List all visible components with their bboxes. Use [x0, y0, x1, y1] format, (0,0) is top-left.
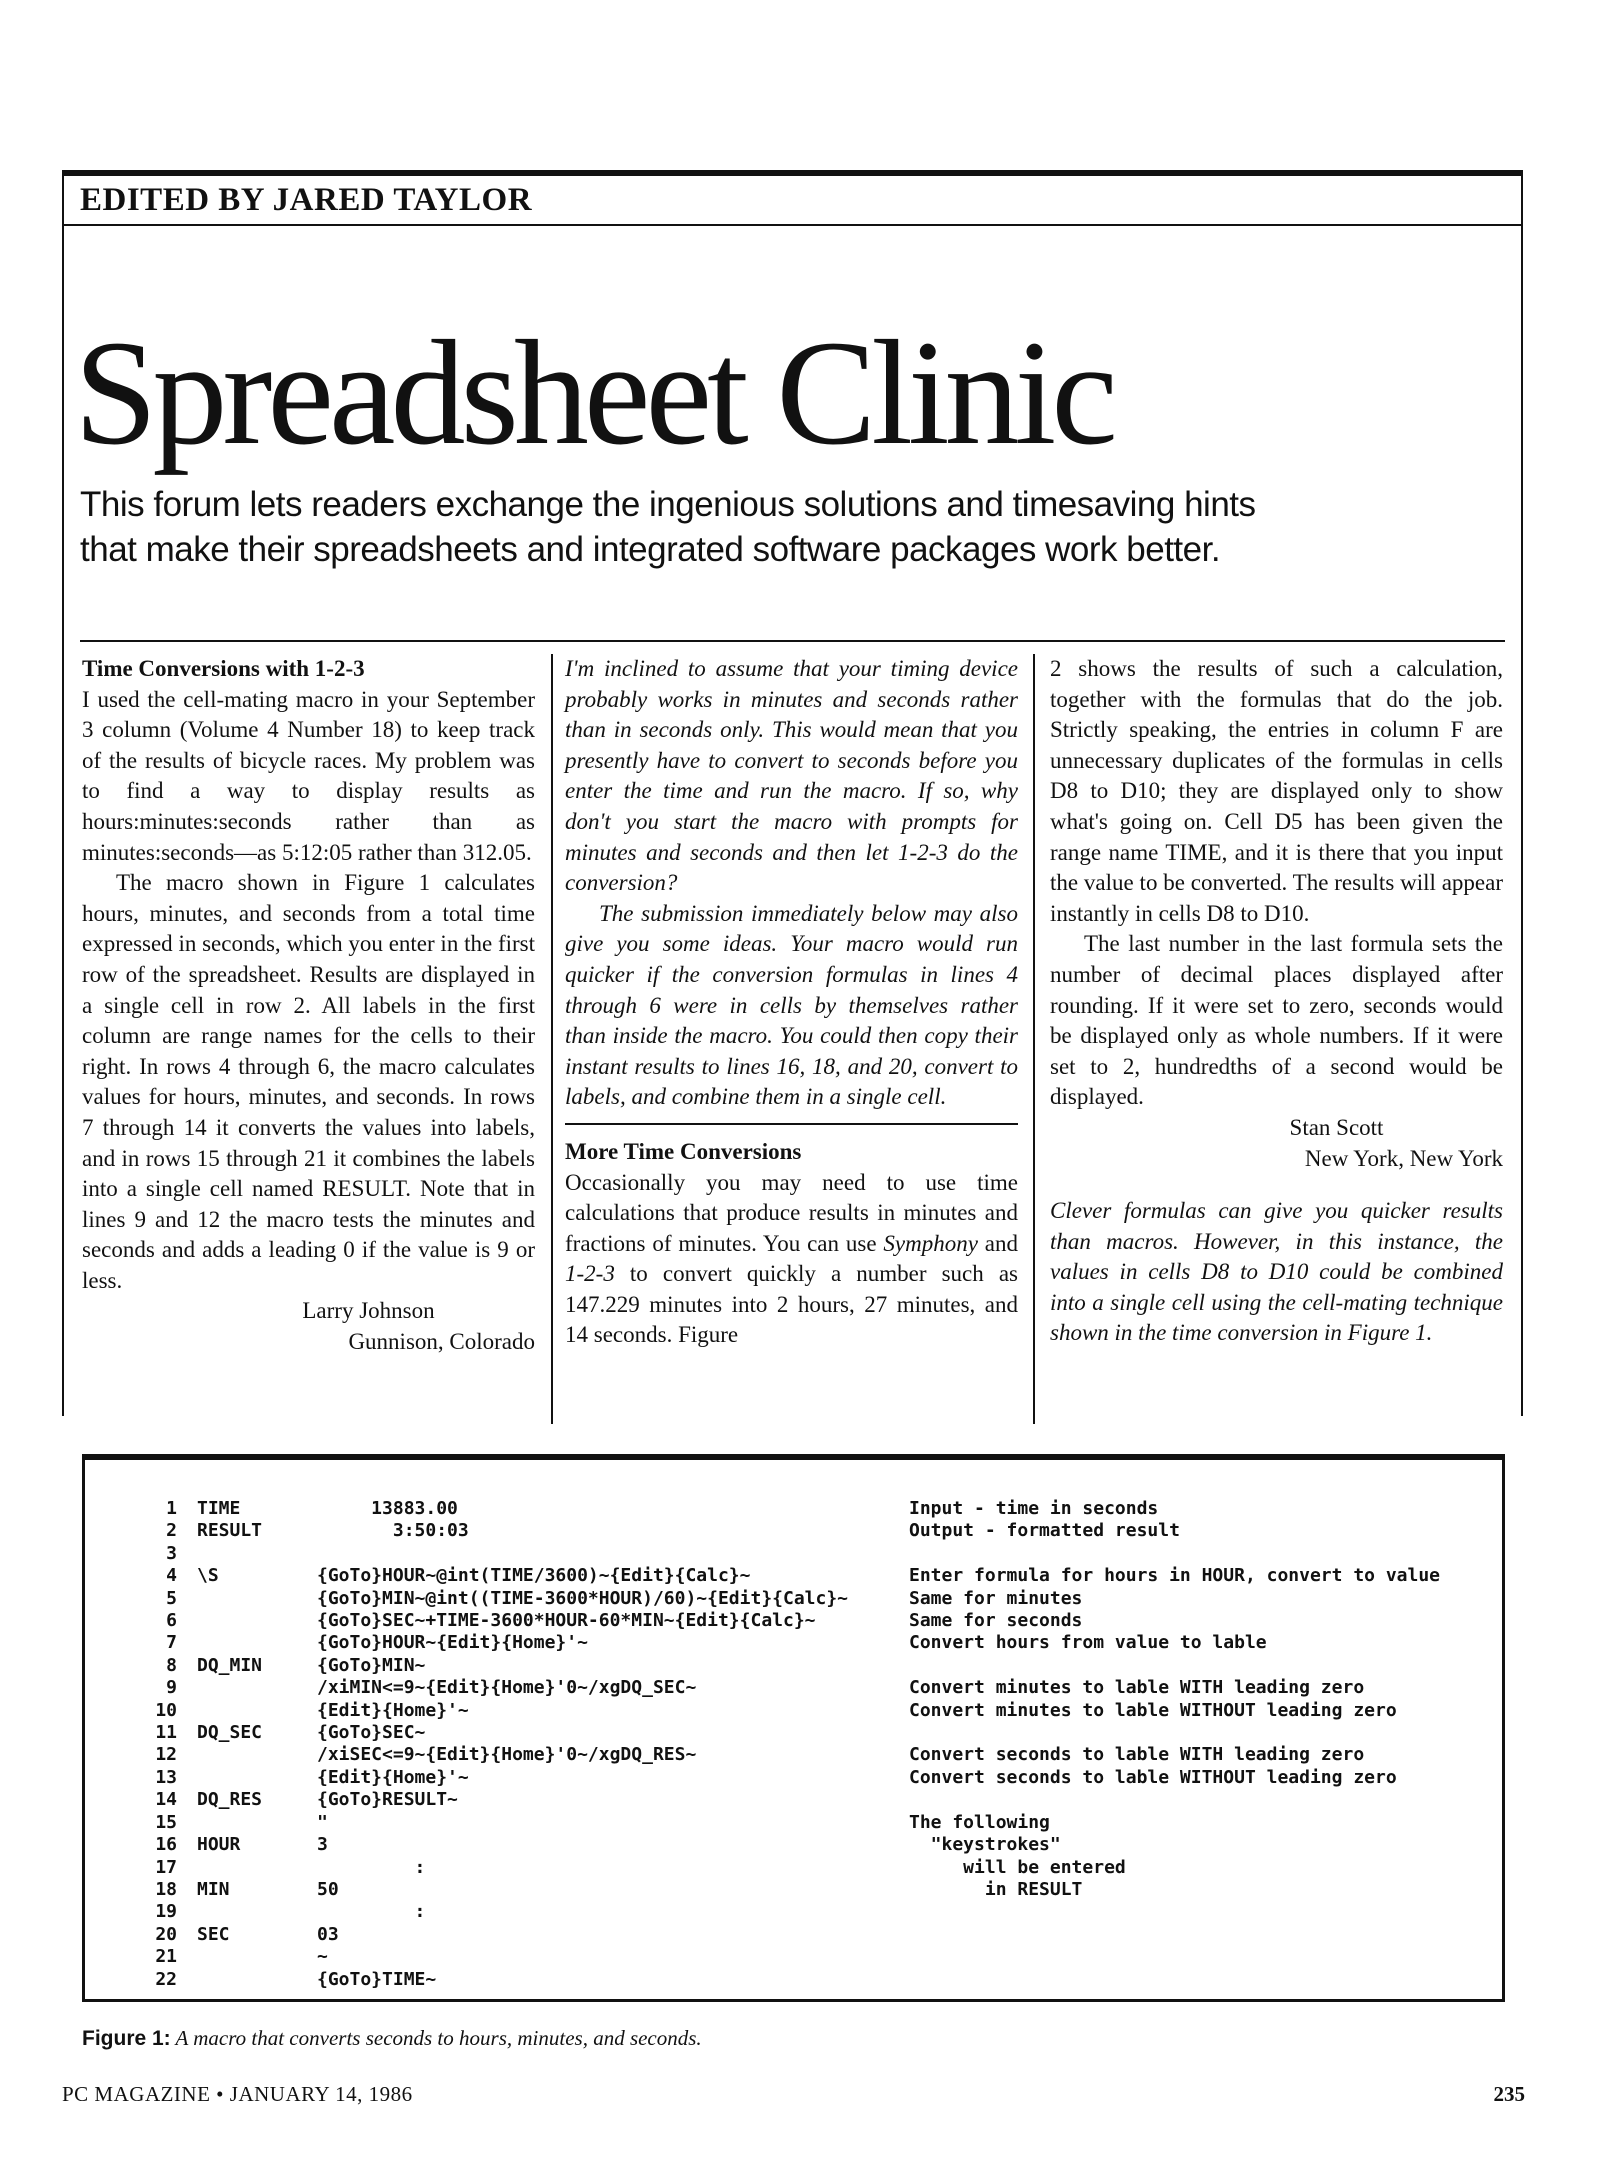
row-comment: Same for seconds: [909, 1610, 1083, 1632]
row-number: 18: [155, 1878, 177, 1900]
range-name: [197, 1632, 317, 1654]
row-number: 6: [166, 1610, 177, 1632]
range-name: DQ_MIN: [197, 1654, 263, 1676]
column-3: [1050, 654, 1503, 1349]
row-comment: Enter formula for hours in HOUR, convert to value: [909, 1565, 1441, 1587]
signature-name: Larry Johnson: [302, 1298, 435, 1324]
cell-content: 3: [317, 1834, 328, 1856]
cell-content: ": [317, 1811, 328, 1833]
row-number: 12: [155, 1744, 177, 1766]
macro-row: [105, 1924, 1469, 1946]
body-paragraph: I used the cell-mating macro in your September 3 column (Volume 4 Number 18) to keep track of the results of bicycle races. My problem was to find a way to display results as hours:minutes:seconds rather than as minutes:seconds—as 5:12:05 rather than 312.05.: [82, 686, 535, 865]
row-comment: [909, 1789, 1469, 1811]
signature-place: Gunnison, Colorado: [348, 1329, 535, 1355]
macro-row: [105, 1767, 1469, 1789]
row-number: 14: [155, 1789, 177, 1811]
range-name: HOUR: [197, 1834, 241, 1856]
cell-content: 13883.00: [317, 1498, 458, 1519]
row-comment: Convert seconds to lable WITH leading zero: [909, 1744, 1365, 1766]
text-run: and: [977, 1230, 1018, 1256]
macro-rows: [105, 1498, 1469, 1991]
figure-caption: [82, 2026, 702, 2051]
row-number: 10: [155, 1699, 177, 1721]
macro-row: [105, 1610, 1469, 1632]
row-comment: [909, 1901, 1469, 1923]
cell-content: 03: [317, 1923, 339, 1945]
product-name: Symphony: [883, 1230, 978, 1256]
macro-row: [105, 1655, 1469, 1677]
range-name: [197, 1969, 317, 1991]
row-number: 4: [166, 1565, 177, 1587]
deck-rule: [80, 640, 1505, 642]
range-name: [197, 1767, 317, 1789]
macro-row: [105, 1744, 1469, 1766]
deck-text: This forum lets readers exchange the ingenious solutions and timesaving hints that make their spreadsheets and integrated software packages work better.: [80, 485, 1256, 569]
macro-row: [105, 1857, 1469, 1879]
row-comment: [909, 1924, 1469, 1946]
cell-content: {Edit}{Home}'~: [317, 1766, 469, 1788]
row-number: 2: [166, 1520, 177, 1542]
text-run: Occasionally you may need to use time calculations that produce results in minutes and fractions of minutes. You can use: [565, 1169, 1018, 1256]
macro-row: [105, 1722, 1469, 1744]
row-comment: The following: [909, 1811, 1050, 1833]
cell-content: {GoTo}HOUR~@int(TIME/3600)~{Edit}{Calc}~: [317, 1565, 751, 1587]
signature-place: New York, New York: [1304, 1145, 1503, 1171]
section-heading: More Time Conversions: [565, 1138, 802, 1164]
range-name: [197, 1700, 317, 1722]
editor-reply: The submission immediately below may also give you some ideas. Your macro would run quicker if the conversion formulas in lines 4 through 6 were in cells by themselves rather than inside the macro. You could then copy their instant results to lines 16, 18, and 20, convert to labels, and combine them in a single cell.: [565, 900, 1018, 1110]
row-comment: Convert hours from value to lable: [909, 1632, 1267, 1654]
row-comment: [909, 1655, 1469, 1677]
range-name: [197, 1744, 317, 1766]
macro-row: [105, 1700, 1469, 1722]
column-2: [565, 654, 1018, 1351]
figure-1: [82, 1454, 1505, 2002]
page-number: 235: [1493, 2082, 1525, 2106]
row-number: 5: [166, 1587, 177, 1609]
row-number: 16: [155, 1834, 177, 1856]
row-comment: Convert minutes to lable WITHOUT leading zero: [909, 1699, 1397, 1721]
row-number: 3: [166, 1542, 177, 1564]
cell-content: {GoTo}SEC~+TIME-3600*HOUR-60*MIN~{Edit}{Calc}~: [317, 1610, 816, 1632]
section-heading: Time Conversions with 1-2-3: [82, 656, 365, 681]
cell-content: :: [317, 1901, 426, 1923]
product-name: 1-2-3: [565, 1261, 615, 1287]
macro-row: [105, 1969, 1469, 1991]
row-comment: Output - formatted result: [909, 1520, 1180, 1542]
macro-row: [105, 1498, 1469, 1520]
row-number: 20: [155, 1923, 177, 1945]
row-comment: Convert seconds to lable WITHOUT leading zero: [909, 1766, 1397, 1788]
row-comment: [909, 1946, 1469, 1968]
body-paragraph: The last number in the last formula sets the number of decimal places displayed after rounding. If it were set to zero, seconds would be displayed only as whole numbers. If it were set to 2, hundredths of a second would be displayed.: [1050, 931, 1503, 1110]
editor-reply: I'm inclined to assume that your timing device probably works in minutes and seconds rather than in seconds only. This would mean that you presently have to convert to seconds before you enter the time and run the macro. If so, why don't you start the macro with prompts for minutes and seconds and then let 1-2-3 do the conversion?: [565, 656, 1018, 896]
macro-row: [105, 1834, 1469, 1856]
range-name: [197, 1946, 317, 1968]
cell-content: {GoTo}TIME~: [317, 1968, 437, 1990]
row-number: 7: [166, 1632, 177, 1654]
row-comment: [909, 1543, 1469, 1565]
macro-row: [105, 1632, 1469, 1654]
macro-row: [105, 1901, 1469, 1923]
body-paragraph: The macro shown in Figure 1 calculates hours, minutes, and seconds from a total time expressed in seconds, which you enter in the first row of the spreadsheet. Results are displayed in a single cell in row 2. All labels in the first column are range names for the cells to their right. In rows 4 through 6, the macro calculates values for hours, minutes, and seconds. In rows 7 through 14 it converts the values into labels, and in rows 15 through 21 it combines the labels into a single cell named RESULT. Note that in lines 9 and 12 the macro tests the minutes and seconds and adds a leading 0 if the value is 9 or less.: [82, 870, 535, 1293]
row-number: 13: [155, 1766, 177, 1788]
cell-content: 50: [317, 1878, 339, 1900]
row-number: 19: [155, 1901, 177, 1923]
cell-content: ~: [317, 1946, 328, 1968]
caption-text: A macro that converts seconds to hours, minutes, and seconds.: [170, 2026, 702, 2050]
editor-credit: EDITED BY JARED TAYLOR: [80, 182, 533, 218]
row-comment: [909, 1969, 1469, 1991]
row-number: 15: [155, 1811, 177, 1833]
row-number: 11: [155, 1722, 177, 1744]
row-comment: in RESULT: [909, 1878, 1083, 1900]
row-comment: "keystrokes": [909, 1834, 1061, 1856]
section-rule: [565, 1123, 1018, 1125]
row-number: 9: [166, 1677, 177, 1699]
row-comment: Input - time in seconds: [909, 1498, 1159, 1519]
column-divider: [551, 654, 553, 1424]
row-number: 8: [166, 1654, 177, 1676]
page-title: Spreadsheet Clinic: [74, 310, 1113, 476]
range-name: [197, 1588, 317, 1610]
range-name: [197, 1610, 317, 1632]
macro-row: [105, 1879, 1469, 1901]
range-name: RESULT: [197, 1520, 263, 1542]
body-paragraph: 2 shows the results of such a calculation, together with the formulas that do the job. Strictly speaking, the entries in column F are unnecessary duplicates of the formulas in cells D8 to D10; they are displayed only to show what's going on. Cell D5 has been given the range name TIME, and it is there that you input the value to be converted. The results will appear instantly in cells D8 to D10.: [1050, 656, 1503, 926]
editor-reply: Clever formulas can give you quicker results than macros. However, in this instance, the values in cells D8 to D10 could be combined into a single cell using the cell-mating technique shown in the time conversion in Figure 1.: [1050, 1198, 1503, 1346]
macro-row: [105, 1588, 1469, 1610]
range-name: MIN: [197, 1878, 230, 1900]
cell-content: /xiMIN<=9~{Edit}{Home}'0~/xgDQ_SEC~: [317, 1677, 697, 1699]
cell-content: [317, 1543, 909, 1565]
macro-row: [105, 1812, 1469, 1834]
range-name: TIME: [197, 1498, 241, 1519]
editor-bar: [64, 176, 1521, 226]
column-1: [82, 654, 535, 1358]
row-comment: will be entered: [909, 1856, 1126, 1878]
text-run: to convert quickly a number such as 147.229 minutes into 2 hours, 27 minutes, and 14 seconds. Figure: [565, 1261, 1018, 1348]
macro-row: [105, 1543, 1469, 1565]
caption-label: Figure 1:: [82, 2027, 171, 2050]
cell-content: :: [317, 1856, 426, 1878]
range-name: [197, 1543, 317, 1565]
row-comment: [909, 1722, 1469, 1744]
range-name: \S: [197, 1565, 219, 1587]
macro-row: [105, 1565, 1469, 1587]
macro-row: [105, 1946, 1469, 1968]
row-comment: Same for minutes: [909, 1587, 1083, 1609]
cell-content: {GoTo}SEC~: [317, 1722, 426, 1744]
range-name: [197, 1901, 317, 1923]
cell-content: {Edit}{Home}'~: [317, 1699, 469, 1721]
row-number: 17: [155, 1856, 177, 1878]
cell-content: {GoTo}MIN~@int((TIME-3600*HOUR)/60)~{Edit}{Calc}~: [317, 1587, 849, 1609]
range-name: [197, 1677, 317, 1699]
body-paragraph: [565, 1168, 1018, 1352]
row-comment: Convert minutes to lable WITH leading zero: [909, 1677, 1365, 1699]
row-number: 21: [155, 1946, 177, 1968]
cell-content: {GoTo}RESULT~: [317, 1789, 458, 1811]
column-divider: [1033, 654, 1035, 1424]
cell-content: 3:50:03: [317, 1520, 469, 1542]
row-number: 1: [166, 1498, 177, 1519]
macro-listing: [105, 1498, 1469, 1991]
macro-row: [105, 1520, 1469, 1542]
signature-name: Stan Scott: [1289, 1114, 1384, 1140]
range-name: DQ_SEC: [197, 1722, 263, 1744]
macro-row: [105, 1677, 1469, 1699]
range-name: [197, 1857, 317, 1879]
range-name: DQ_RES: [197, 1789, 263, 1811]
range-name: SEC: [197, 1923, 230, 1945]
footer-publication: PC MAGAZINE • JANUARY 14, 1986: [62, 2082, 413, 2106]
range-name: [197, 1812, 317, 1834]
cell-content: {GoTo}MIN~: [317, 1654, 426, 1676]
cell-content: {GoTo}HOUR~{Edit}{Home}'~: [317, 1632, 588, 1654]
cell-content: /xiSEC<=9~{Edit}{Home}'0~/xgDQ_RES~: [317, 1744, 697, 1766]
macro-row: [105, 1789, 1469, 1811]
row-number: 22: [155, 1968, 177, 1990]
